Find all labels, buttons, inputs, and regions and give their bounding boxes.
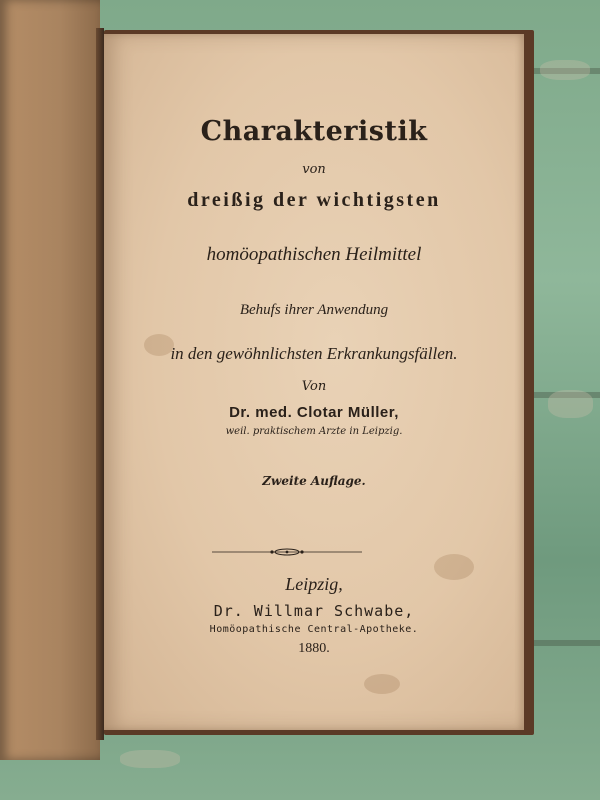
book-spine-edge — [96, 28, 104, 740]
paint-scuff — [548, 390, 593, 418]
edition-label: Zweite Auflage. — [262, 474, 366, 488]
book-purpose-cases: in den gewöhnlichsten Erkrankungsfällen. — [170, 344, 458, 363]
publisher-name: Dr. Willmar Schwabe, — [213, 602, 415, 620]
ornamental-rule-icon — [212, 547, 362, 557]
foxing-stain — [364, 674, 400, 694]
book-front-cover — [0, 0, 100, 760]
author-description: weil. praktischem Arzte in Leipzig. — [225, 426, 403, 437]
paint-scuff — [540, 60, 590, 80]
book-subtitle: dreißig der wichtigsten — [187, 189, 441, 211]
publisher-description: Homöopathische Central-Apotheke. — [209, 624, 419, 635]
title-page — [104, 34, 524, 730]
book-title: Charakteristik — [200, 116, 428, 147]
title-connector: von — [302, 162, 326, 177]
book-subtitle-remedies: homöopathischen Heilmittel — [206, 244, 422, 265]
publication-place: Leipzig, — [285, 574, 343, 594]
publication-year: 1880. — [298, 641, 330, 656]
author-name: Dr. med. Clotar Müller, — [229, 404, 399, 421]
author-by: Von — [301, 379, 327, 394]
book-purpose: Behufs ihrer Anwendung — [239, 302, 389, 318]
